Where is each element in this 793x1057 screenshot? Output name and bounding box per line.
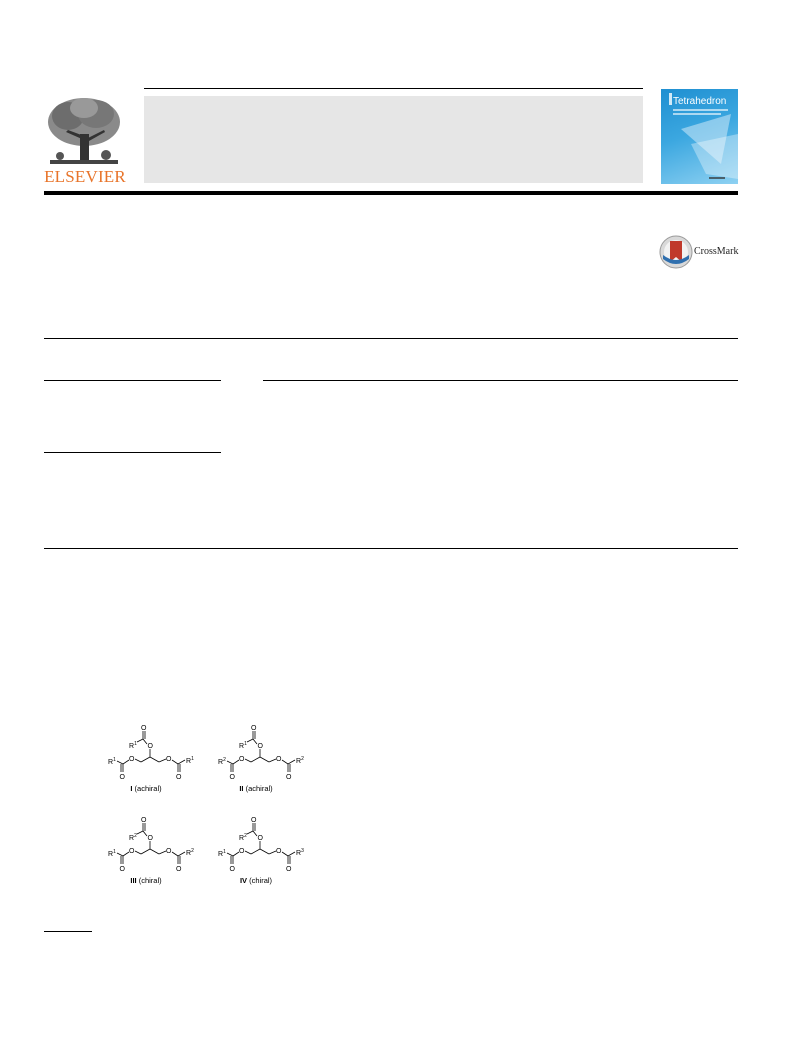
bond <box>117 761 123 764</box>
crossmark-label: CrossMark <box>694 246 739 257</box>
bond <box>288 760 295 764</box>
r-top-label: $R^2$ <box>129 833 137 842</box>
footnote-rule <box>44 931 92 932</box>
oxygen-label: O <box>129 848 135 855</box>
bond <box>137 739 143 742</box>
oxygen-label: O <box>141 817 147 824</box>
crossmark-badge[interactable] <box>659 235 741 269</box>
structure-iv <box>218 817 304 885</box>
r-left-label: $R^1$ <box>218 849 226 858</box>
oxygen-label: O <box>239 756 245 763</box>
bond <box>137 831 143 834</box>
bond <box>143 739 147 744</box>
bond <box>247 739 253 742</box>
bond <box>245 851 251 854</box>
bond <box>117 853 123 856</box>
oxygen-label: O <box>257 835 263 842</box>
structure-iii <box>108 817 194 885</box>
bond <box>150 849 159 854</box>
r-top-label: $R^1$ <box>129 741 137 750</box>
bond <box>178 760 185 764</box>
r-right-label: $R^2$ <box>296 756 304 765</box>
elsevier-tree-icon <box>44 94 124 169</box>
structure-caption: III (chiral) <box>130 876 162 885</box>
bond <box>227 853 233 856</box>
oxygen-label: O <box>129 756 135 763</box>
header-thick-rule <box>44 191 738 195</box>
oxygen-label: O <box>176 774 182 781</box>
journal-cover-image[interactable] <box>661 89 738 184</box>
bond <box>245 759 251 762</box>
oxygen-label: O <box>276 848 282 855</box>
oxygen-label: O <box>141 725 147 732</box>
oxygen-label: O <box>119 774 125 781</box>
bond <box>150 757 159 762</box>
bond <box>269 851 276 854</box>
article-info-heading-rule <box>44 380 221 381</box>
oxygen-label: O <box>229 774 235 781</box>
r-left-label: $R^2$ <box>218 757 226 766</box>
bond <box>159 759 166 762</box>
bond <box>269 759 276 762</box>
oxygen-label: O <box>286 866 292 873</box>
oxygen-label: O <box>166 756 172 763</box>
bond <box>247 831 253 834</box>
bond <box>227 761 233 764</box>
abstract-heading-rule <box>263 380 738 381</box>
bond <box>141 849 150 854</box>
structure-caption: II (achiral) <box>239 784 273 793</box>
structure-caption: I (achiral) <box>130 784 162 793</box>
oxygen-label: O <box>251 817 257 824</box>
oxygen-label: O <box>147 743 153 750</box>
triglyceride-structures-figure <box>100 720 340 900</box>
structure-i <box>108 725 194 793</box>
oxygen-label: O <box>147 835 153 842</box>
bond <box>251 849 260 854</box>
bond <box>143 831 147 836</box>
article-info-bottom-rule <box>44 548 738 549</box>
article-info-top-rule <box>44 338 738 339</box>
oxygen-label: O <box>166 848 172 855</box>
r-right-label: $R^2$ <box>186 848 194 857</box>
bond <box>135 759 141 762</box>
bond <box>251 757 260 762</box>
oxygen-label: O <box>239 848 245 855</box>
bond <box>260 849 269 854</box>
r-right-label: $R^3$ <box>296 848 304 857</box>
bond <box>135 851 141 854</box>
structure-ii <box>218 725 304 793</box>
r-top-label: $R^2$ <box>239 833 247 842</box>
r-left-label: $R^1$ <box>108 849 116 858</box>
r-right-label: $R^1$ <box>186 756 194 765</box>
bond <box>260 757 269 762</box>
oxygen-label: O <box>229 866 235 873</box>
oxygen-label: O <box>119 866 125 873</box>
keywords-heading-rule <box>44 452 221 453</box>
oxygen-label: O <box>176 866 182 873</box>
bond <box>159 851 166 854</box>
journal-header-banner <box>144 96 643 183</box>
bond <box>178 852 185 856</box>
oxygen-label: O <box>286 774 292 781</box>
oxygen-label: O <box>257 743 263 750</box>
r-left-label: $R^1$ <box>108 757 116 766</box>
publisher-name[interactable]: ELSEVIER <box>44 167 126 186</box>
bond <box>282 760 288 764</box>
journal-cover-title: Tetrahedron <box>673 96 727 107</box>
bond <box>253 739 257 744</box>
bond <box>141 757 150 762</box>
bond <box>282 852 288 856</box>
header-top-rule <box>144 88 643 89</box>
oxygen-label: O <box>251 725 257 732</box>
oxygen-label: O <box>276 756 282 763</box>
bond <box>253 831 257 836</box>
crossmark-icon <box>659 235 693 269</box>
bond <box>288 852 295 856</box>
bond <box>172 852 178 856</box>
structure-caption: IV (chiral) <box>239 876 273 885</box>
bond <box>172 760 178 764</box>
r-top-label: $R^1$ <box>239 741 247 750</box>
